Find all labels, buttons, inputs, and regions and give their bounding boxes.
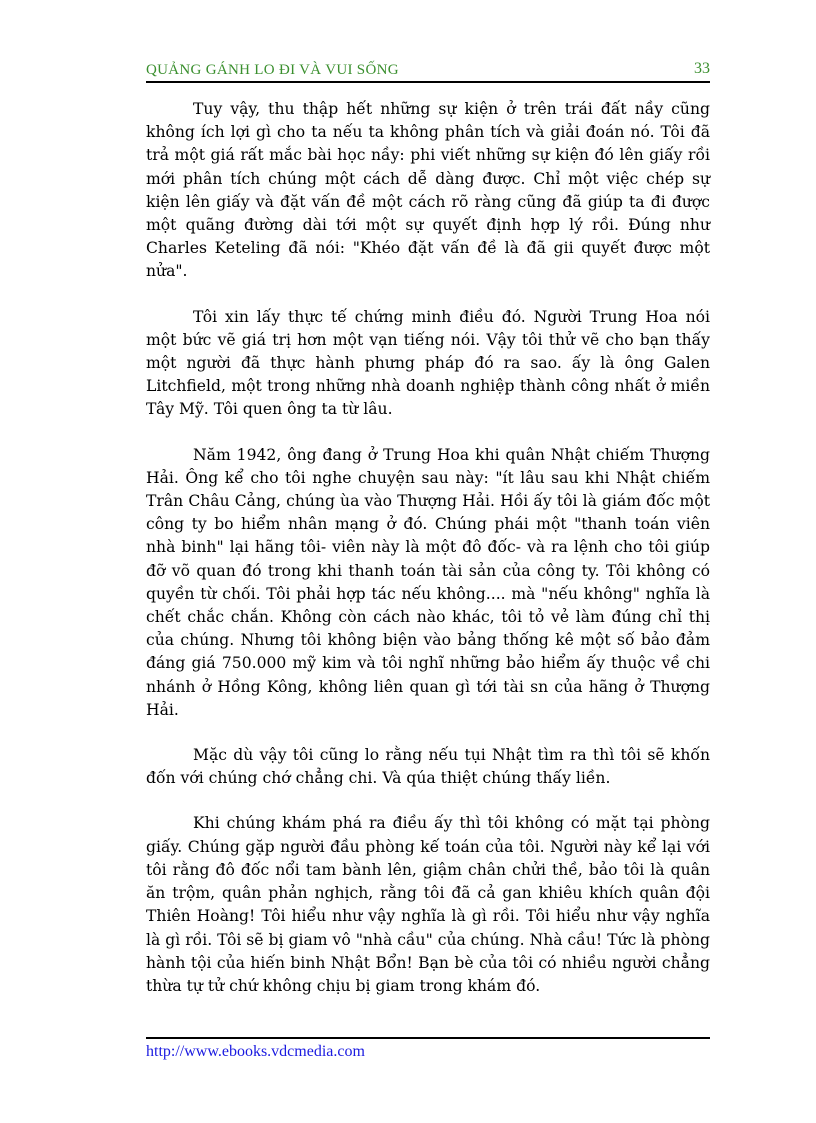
footer-rule xyxy=(146,1037,710,1039)
page-body xyxy=(146,98,710,1020)
paragraph-3: Năm 1942, ông đang ở Trung Hoa khi quân Nhật chiếm Thượng Hải. Ông kể cho tôi nghe chuyện sau này: "ít lâu sau khi Nhật chiếm Trân Châu Cảng, chúng ùa vào Thượng Hải. Hồi ấy tôi là giám đốc một công ty bo hiểm nhân mạng ở đó. Chúng phái một "thanh toán viên nhà binh" lại hãng tôi- viên này là một đô đốc- và ra lệnh cho tôi giúp đỡ võ quan đó trong khi thanh toán tài sản của công ty. Tôi không có quyền từ chối. Tôi phải hợp tác nếu không.... mà "nếu không" nghĩa là chết chắc chắn. Không còn cách nào khác, tôi tỏ vẻ làm đúng chỉ thị của chúng. Nhưng tôi không biện vào bảng thống kê một số bảo đảm đáng giá 750.000 mỹ kim và tôi nghĩ những bảo hiểm ấy thuộc về chi nhánh ở Hồng Kông, không liên quan gì tới tài sn của hãng ở Thượng Hải. xyxy=(146,445,710,719)
page-number: 33 xyxy=(694,60,710,77)
paragraph-4: Mặc dù vậy tôi cũng lo rằng nếu tụi Nhật tìm ra thì tôi sẽ khốn đốn với chúng chớ chẳng chi. Và qúa thiệt chúng thấy liền. xyxy=(146,746,710,788)
paragraph-5: Khi chúng khám phá ra điều ấy thì tôi không có mặt tại phòng giấy. Chúng gặp người đầu phòng kế toán của tôi. Người này kể lại với tôi rằng đô đốc nổi tam bành lên, giậm chân chửi thề, bảo tôi là quân ăn trộm, quân phản nghịch, rằng tôi đã cả gan khiêu khích quân đội Thiên Hoàng! Tôi hiểu như vậy nghĩa là gì rồi. Tôi hiểu như vậy nghĩa là gì rồi. Tôi sẽ bị giam vô "nhà cầu" của chúng. Nhà cầu! Tức là phòng hành tội của hiến binh Nhật Bổn! Bạn bè của tôi có nhiều người chẳng thừa tự tử chứ không chịu bị giam trong khám đó. xyxy=(146,814,710,995)
page-header xyxy=(146,60,710,80)
footer-url-link[interactable]: http://www.ebooks.vdcmedia.com xyxy=(146,1043,365,1060)
paragraph-1: Tuy vậy, thu thập hết những sự kiện ở trên trái đất nầy cũng không ích lợi gì cho ta nếu ta không phân tích và giải đoán nó. Tôi đã trả một giá rất mắc bài học nầy: phi viết những sự kiện đó lên giấy rồi mới phân tích chúng một cách dễ dàng được. Chỉ một việc chép sự kiện lên giấy và đặt vấn đề một cách rõ ràng cũng đã giúp ta đi được một quãng đường dài tới một sự quyết định hợp lý rồi. Đúng như Charles Keteling đã nói: "Khéo đặt vấn đề là đã gii quyết được một nửa". xyxy=(146,100,710,281)
header-rule xyxy=(146,81,710,83)
book-title: QUẢNG GÁNH LO ĐI VÀ VUI SỐNG xyxy=(146,62,399,78)
paragraph-2: Tôi xin lấy thực tế chứng minh điều đó. Người Trung Hoa nói một bức vẽ giá trị hơn một vạn tiếng nói. Vậy tôi thử vẽ cho bạn thấy một người đã thực hành phưng pháp đó ra sao. ấy là ông Galen Litchfield, một trong những nhà doanh nghiệp thành công nhất ở miền Tây Mỹ. Tôi quen ông ta từ lâu. xyxy=(146,307,710,419)
